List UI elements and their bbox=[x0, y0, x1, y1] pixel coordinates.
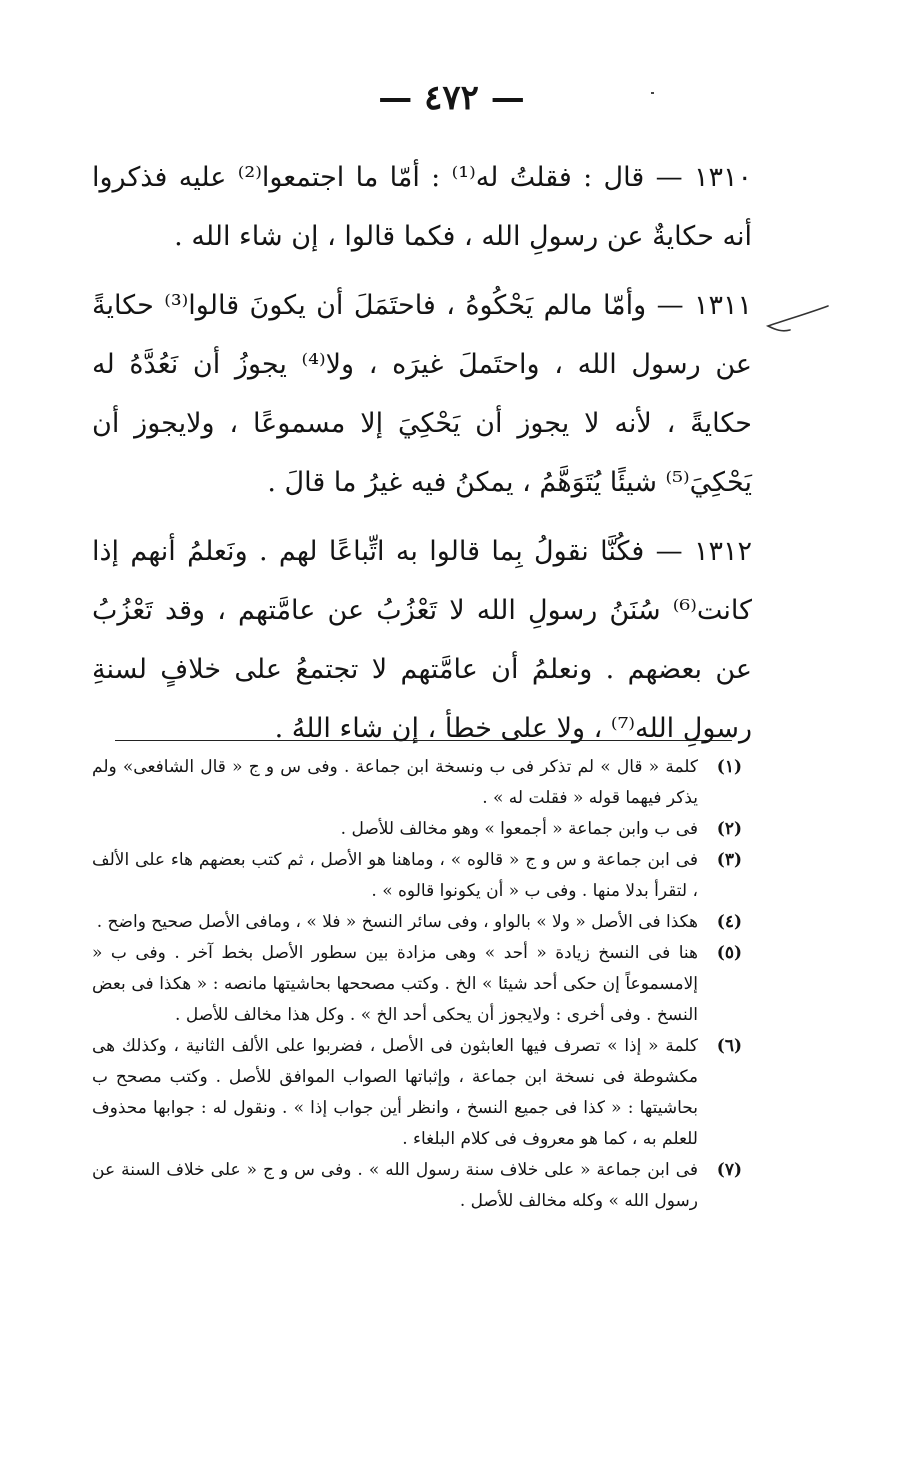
paragraph-1311: ١٣١١ — وأمّا مالم يَحْكُوهُ ، فاحتَمَلَ أن يكونَ قالوا⁽³⁾ حكايةً عن رسول الله ، واحتَملَ غيرَه ، ولا⁽⁴⁾ يجوزُ أن نَعُدَّهُ له حكايةً ، لأنه لا يجوز أن يَحْكِيَ إلا مسموعًا ، ولايجوز أن يَحْكِيَ⁽⁵⁾ شيئًا يُتَوَهَّمُ ، يمكنُ فيه غيرُ ما قالَ . bbox=[92, 290, 752, 498]
footnote-text: هكذا فى الأصل « ولا » بالواو ، وفى سائر النسخ « فلا » ، ومافى الأصل صحيح واضح . bbox=[96, 912, 698, 932]
footnote-4 bbox=[92, 907, 742, 938]
footnote-number: (٣) bbox=[716, 850, 742, 870]
margin-pencil-mark bbox=[762, 300, 832, 340]
page-number: — ٤٧٢ — bbox=[378, 78, 525, 118]
footnote-separator bbox=[115, 740, 732, 741]
footnote-number: (٧) bbox=[716, 1160, 742, 1180]
footnote-6 bbox=[92, 1031, 742, 1155]
footnote-text: كلمة « إذا » تصرف فيها العابثون فى الأصل ، فضربوا على الألف الثانية ، وكذلك هى مكشوطة فى نسخة ابن جماعة ، وإثباتها الصواب الموافق للأصل . وكتب مصحح ب بحاشيتها : « كذا فى جميع النسخ ، وانظر أين جواب إذا » . ونقول له : جوابها محذوف للعلم به ، كما هو معروف فى كلام البلغاء . bbox=[92, 1036, 698, 1149]
main-text bbox=[92, 148, 752, 768]
footnote-text: فى ب وابن جماعة « أجمعوا » وهو مخالف للأصل . bbox=[340, 819, 698, 839]
paragraph-1312: ١٣١٢ — فكُنَّا نقولُ بِما قالوا به اتِّباعًا لهم . ونَعلمُ أنهم إذا كانت⁽⁶⁾ سُنَنُ رسولِ الله لا تَعْزُبُ عن عامَّتهم ، وقد تَعْزُبُ عن بعضهم . ونعلمُ أن عامَّتهم لا تجتمعُ على خلافٍ لسنةِ رسولِ الله⁽⁷⁾ ، ولا على خطأ ، إن شاء اللهُ . bbox=[92, 536, 752, 744]
footnote-number: (٦) bbox=[716, 1036, 742, 1056]
footnote-text: كلمة « قال » لم تذكر فى ب ونسخة ابن جماعة . وفى س و ج « قال الشافعى» ولم يذكر فيهما قوله « فقلت له » . bbox=[92, 757, 698, 808]
footnote-number: (٢) bbox=[716, 819, 742, 839]
footnote-7 bbox=[92, 1155, 742, 1217]
footnote-5 bbox=[92, 938, 742, 1031]
footnote-2 bbox=[92, 814, 742, 845]
footnote-3 bbox=[92, 845, 742, 907]
footnote-number: (٥) bbox=[716, 943, 742, 963]
footnote-text: فى ابن جماعة و س و ج « قالوه » ، وماهنا هو الأصل ، ثم كتب بعضهم هاء على الألف ، لتقرأ بدلا منها . وفى ب « أن يكونوا قالوه » . bbox=[92, 850, 698, 901]
footnote-text: هنا فى النسخ زيادة « أحد » وهى مزادة بين سطور الأصل بخط آخر . وفى ب « إلامسموعاً إن حكى أحد شيئا » الخ . وكتب مصححها بحاشيتها مانصه : « هكذا فى بعض النسخ . وفى أخرى : ولايجوز أن يحكى أحد الخ » . وكل هذا مخالف للأصل . bbox=[92, 943, 698, 1025]
footnote-number: (٤) bbox=[716, 912, 742, 932]
paragraph-1310: ١٣١٠ — قال : فقلتُ له⁽¹⁾ : أمّا ما اجتمعوا⁽²⁾ عليه فذكروا أنه حكايةٌ عن رسولِ الله ، فكما قالوا ، إن شاء الله . bbox=[92, 162, 753, 252]
footnote-1 bbox=[92, 752, 742, 814]
footnote-number: (١) bbox=[716, 757, 742, 777]
footnote-text: فى ابن جماعة « على خلاف سنة رسول الله » . وفى س و ج « على خلاف السنة عن رسول الله » وكله مخالف للأصل . bbox=[92, 1160, 698, 1211]
footnotes bbox=[92, 752, 742, 1217]
